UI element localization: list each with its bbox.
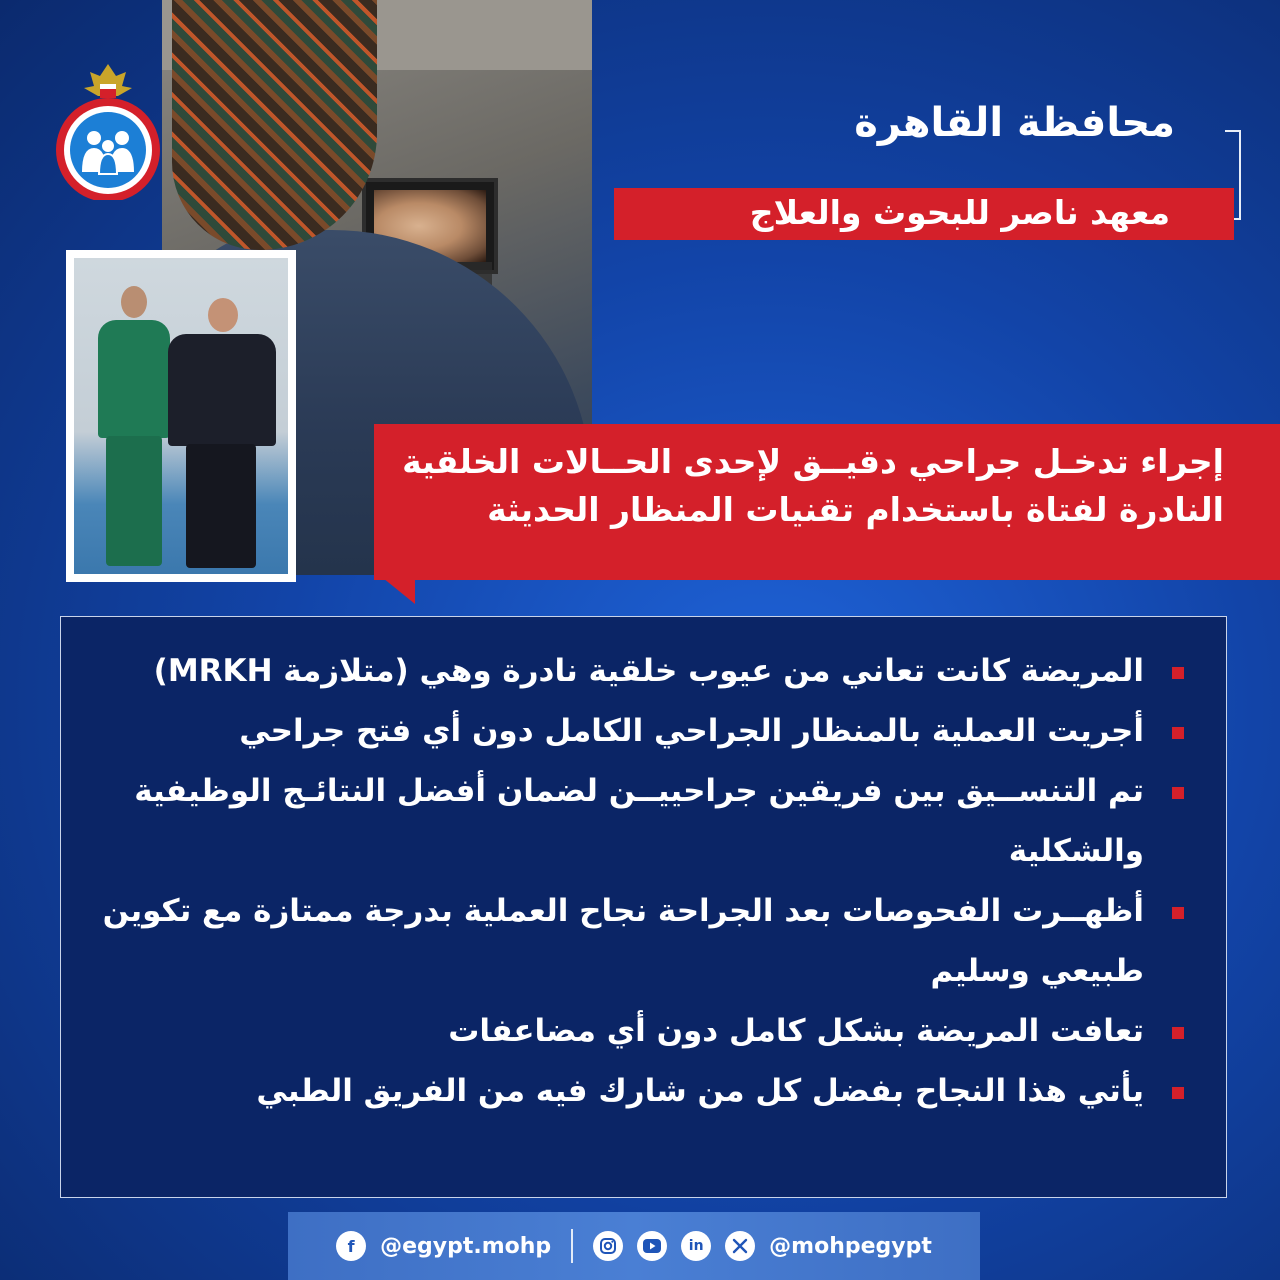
ministry-emblem-icon: [52, 60, 164, 200]
bullet-item: [91, 701, 1184, 761]
surgeon-cap: [172, 0, 377, 250]
linkedin-icon[interactable]: in: [681, 1231, 711, 1261]
red-square-icon: [1172, 667, 1184, 679]
institute-title: معهد ناصر للبحوث والعلاج: [749, 193, 1170, 232]
bullet-item: [91, 1001, 1184, 1061]
bullet-text: المريضة كانت تعاني من عيوب خلقية نادرة وهي (متلازمة MRKH): [153, 653, 1144, 689]
doctors-scene: [74, 258, 288, 574]
red-square-icon: [1172, 907, 1184, 919]
headline-tail: [383, 578, 415, 604]
bullet-text: تعافت المريضة بشكل كامل دون أي مضاعفات: [448, 1013, 1144, 1049]
bullet-text: أجريت العملية بالمنظار الجراحي الكامل دون أي فتح جراحي: [239, 713, 1144, 749]
content-panel: [60, 616, 1227, 1198]
governorate-title: محافظة القاهرة: [854, 100, 1175, 146]
red-square-icon: [1172, 1087, 1184, 1099]
bullet-item: [91, 641, 1184, 701]
ministry-logo: [52, 60, 164, 200]
doctors-photo: [66, 250, 296, 582]
facebook-icon[interactable]: f: [336, 1231, 366, 1261]
doctor-green-scrubs: [94, 286, 174, 574]
bullet-item: [91, 881, 1184, 1001]
facebook-handle[interactable]: @egypt.mohp: [380, 1233, 552, 1259]
red-square-icon: [1172, 787, 1184, 799]
bullet-item: [91, 1061, 1184, 1121]
instagram-icon[interactable]: [593, 1231, 623, 1261]
x-icon[interactable]: [725, 1231, 755, 1261]
social-footer: [288, 1212, 980, 1280]
bullet-text: يأتي هذا النجاح بفضل كل من شارك فيه من الفريق الطبي: [256, 1073, 1144, 1109]
red-square-icon: [1172, 1027, 1184, 1039]
bullet-list: [61, 617, 1226, 1121]
footer-divider: [571, 1229, 573, 1263]
bullet-item: [91, 761, 1184, 881]
headline-text: إجراء تدخـل جراحي دقيــق لإحدى الحــالات الخلقية النادرة لفتاة باستخدام تقنيات المنظار الحديثة: [402, 442, 1224, 529]
doctor-black-scrubs: [166, 298, 278, 574]
bullet-text: تم التنســيق بين فريقين جراحييــن لضمان أفضل النتائـج الوظيفية والشكلية: [134, 773, 1144, 869]
bullet-text: أظهــرت الفحوصات بعد الجراحة نجاح العملية بدرجة ممتازة مع تكوين طبيعي وسليم: [102, 893, 1144, 989]
youtube-icon[interactable]: [637, 1231, 667, 1261]
red-square-icon: [1172, 727, 1184, 739]
social-handle[interactable]: @mohpegypt: [769, 1233, 932, 1259]
